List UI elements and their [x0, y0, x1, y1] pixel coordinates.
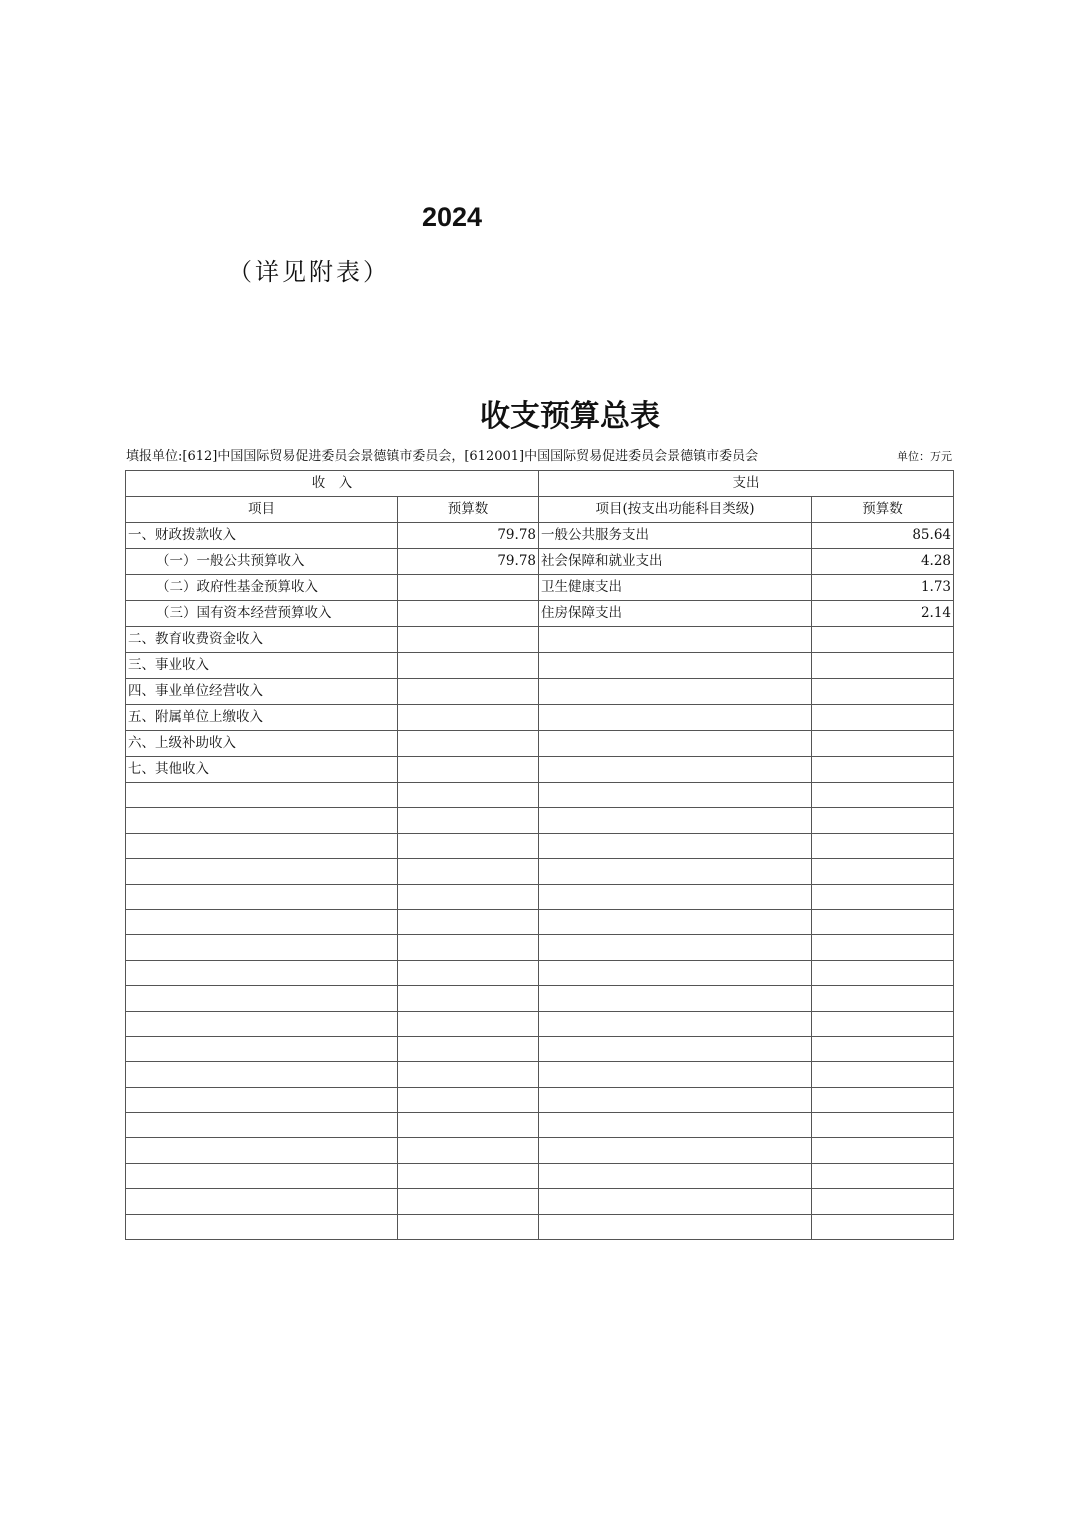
expense-item-cell [539, 1214, 812, 1239]
income-item-cell [126, 935, 398, 960]
expense-value-cell [812, 808, 954, 833]
expense-value-cell [812, 1138, 954, 1163]
expense-value-cell [812, 757, 954, 783]
expense-item-cell [539, 833, 812, 858]
table-row [126, 731, 954, 757]
income-item-cell: （三）国有资本经营预算收入 [126, 601, 398, 627]
income-item-cell [126, 1036, 398, 1061]
expense-item-cell [539, 1113, 812, 1138]
expense-value-cell [812, 731, 954, 757]
table-row [126, 757, 954, 783]
income-item-cell [126, 960, 398, 985]
table-row [126, 601, 954, 627]
income-value-cell [398, 1214, 539, 1239]
income-value-cell [398, 757, 539, 783]
expense-item-cell [539, 1036, 812, 1061]
income-value-cell [398, 859, 539, 884]
table-row [126, 1113, 954, 1138]
expense-item-cell: 一般公共服务支出 [539, 523, 812, 549]
income-item-cell [126, 1138, 398, 1163]
expense-item-cell [539, 1163, 812, 1188]
income-item-cell [126, 1189, 398, 1214]
table-row [126, 627, 954, 653]
income-value-cell: 79.78 [398, 523, 539, 549]
income-item-cell [126, 884, 398, 909]
income-value-cell [398, 909, 539, 934]
table-row [126, 1214, 954, 1239]
table-title: 收支预算总表 [480, 399, 660, 434]
table-row [126, 808, 954, 833]
income-value-cell [398, 575, 539, 601]
expense-item-cell: 社会保障和就业支出 [539, 549, 812, 575]
expense-item-cell [539, 679, 812, 705]
income-header: 收 入 [126, 471, 539, 497]
expense-item-cell [539, 627, 812, 653]
table-row [126, 783, 954, 808]
expense-item-cell [539, 1087, 812, 1112]
table-row [126, 1138, 954, 1163]
income-value-cell [398, 960, 539, 985]
table-row [126, 653, 954, 679]
expense-value-cell [812, 1036, 954, 1061]
expense-value-cell [812, 679, 954, 705]
income-item-cell [126, 808, 398, 833]
income-value-cell [398, 1036, 539, 1061]
budget-summary-table [125, 470, 954, 1240]
expense-item-cell: 住房保障支出 [539, 601, 812, 627]
income-value-cell [398, 679, 539, 705]
expense-value-cell [812, 935, 954, 960]
table-row [126, 705, 954, 731]
expense-value-cell [812, 1011, 954, 1036]
expense-item-column-header: 项目(按支出功能科目类级) [539, 497, 812, 523]
table-row [126, 859, 954, 884]
expense-value-cell [812, 1087, 954, 1112]
expense-item-cell [539, 909, 812, 934]
expense-item-cell [539, 1138, 812, 1163]
expense-value-cell [812, 705, 954, 731]
expense-value-cell [812, 1163, 954, 1188]
table-row [126, 679, 954, 705]
expense-value-cell [812, 859, 954, 884]
income-item-cell [126, 859, 398, 884]
table-row [126, 523, 954, 549]
expense-value-cell [812, 986, 954, 1011]
income-value-cell [398, 935, 539, 960]
table-row [126, 1036, 954, 1061]
income-item-cell [126, 1113, 398, 1138]
income-value-cell [398, 1087, 539, 1112]
table-column-header-row [126, 497, 954, 523]
table-row [126, 575, 954, 601]
income-value-cell [398, 705, 539, 731]
income-item-cell [126, 1214, 398, 1239]
expense-header: 支出 [539, 471, 954, 497]
table-row [126, 960, 954, 985]
income-value-cell [398, 986, 539, 1011]
table-row [126, 986, 954, 1011]
expense-item-cell [539, 1062, 812, 1087]
income-item-cell: 二、教育收费资金收入 [126, 627, 398, 653]
income-value-cell [398, 1163, 539, 1188]
income-value-cell [398, 884, 539, 909]
expense-value-cell [812, 884, 954, 909]
expense-item-cell [539, 783, 812, 808]
income-item-column-header: 项目 [126, 497, 398, 523]
table-row [126, 884, 954, 909]
see-attachment-note: （详见附表） [228, 258, 390, 286]
table-row [126, 1011, 954, 1036]
expense-item-cell [539, 960, 812, 985]
income-value-cell [398, 1138, 539, 1163]
income-item-cell [126, 1087, 398, 1112]
expense-value-cell [812, 627, 954, 653]
table-row [126, 549, 954, 575]
income-item-cell [126, 833, 398, 858]
income-value-cell [398, 731, 539, 757]
expense-value-cell [812, 1113, 954, 1138]
income-budget-column-header: 预算数 [398, 497, 539, 523]
income-item-cell [126, 783, 398, 808]
income-item-cell: （二）政府性基金预算收入 [126, 575, 398, 601]
expense-item-cell [539, 757, 812, 783]
income-value-cell: 79.78 [398, 549, 539, 575]
income-value-cell [398, 1062, 539, 1087]
expense-item-cell [539, 859, 812, 884]
income-value-cell [398, 627, 539, 653]
income-item-cell [126, 1011, 398, 1036]
income-item-cell: 一、财政拨款收入 [126, 523, 398, 549]
expense-item-cell [539, 1189, 812, 1214]
income-item-cell: 六、上级补助收入 [126, 731, 398, 757]
income-value-cell [398, 808, 539, 833]
income-item-cell: 五、附属单位上缴收入 [126, 705, 398, 731]
income-item-cell: 七、其他收入 [126, 757, 398, 783]
expense-value-cell [812, 960, 954, 985]
table-row [126, 1163, 954, 1188]
income-item-cell [126, 909, 398, 934]
table-meta [126, 447, 952, 467]
expense-budget-column-header: 预算数 [812, 497, 954, 523]
expense-value-cell [812, 1214, 954, 1239]
income-item-cell [126, 1163, 398, 1188]
expense-item-cell [539, 731, 812, 757]
expense-value-cell [812, 783, 954, 808]
income-item-cell: 四、事业单位经营收入 [126, 679, 398, 705]
expense-item-cell [539, 808, 812, 833]
reporting-unit-label: 填报单位:[612]中国国际贸易促进委员会景德镇市委员会，[612001]中国国际贸易促进委员会景德镇市委员会 [126, 449, 759, 464]
table-group-header-row [126, 471, 954, 497]
income-value-cell [398, 833, 539, 858]
table-row [126, 935, 954, 960]
table-row [126, 1087, 954, 1112]
money-unit-label: 单位：万元 [897, 450, 952, 463]
income-item-cell: 三、事业收入 [126, 653, 398, 679]
table-row [126, 909, 954, 934]
income-value-cell [398, 653, 539, 679]
income-value-cell [398, 1189, 539, 1214]
expense-value-cell [812, 833, 954, 858]
expense-value-cell: 85.64 [812, 523, 954, 549]
income-value-cell [398, 1011, 539, 1036]
expense-value-cell [812, 1062, 954, 1087]
income-item-cell [126, 1062, 398, 1087]
expense-value-cell [812, 909, 954, 934]
table-row [126, 833, 954, 858]
table-row [126, 1062, 954, 1087]
expense-item-cell [539, 986, 812, 1011]
expense-item-cell [539, 884, 812, 909]
income-value-cell [398, 601, 539, 627]
income-item-cell: （一）一般公共预算收入 [126, 549, 398, 575]
expense-item-cell [539, 1011, 812, 1036]
expense-value-cell [812, 1189, 954, 1214]
expense-item-cell: 卫生健康支出 [539, 575, 812, 601]
expense-value-cell: 4.28 [812, 549, 954, 575]
expense-item-cell [539, 653, 812, 679]
income-item-cell [126, 986, 398, 1011]
income-value-cell [398, 783, 539, 808]
income-value-cell [398, 1113, 539, 1138]
expense-value-cell: 1.73 [812, 575, 954, 601]
expense-value-cell [812, 653, 954, 679]
expense-item-cell [539, 935, 812, 960]
table-row [126, 1189, 954, 1214]
document-year: 2024 [422, 202, 483, 232]
expense-value-cell: 2.14 [812, 601, 954, 627]
expense-item-cell [539, 705, 812, 731]
